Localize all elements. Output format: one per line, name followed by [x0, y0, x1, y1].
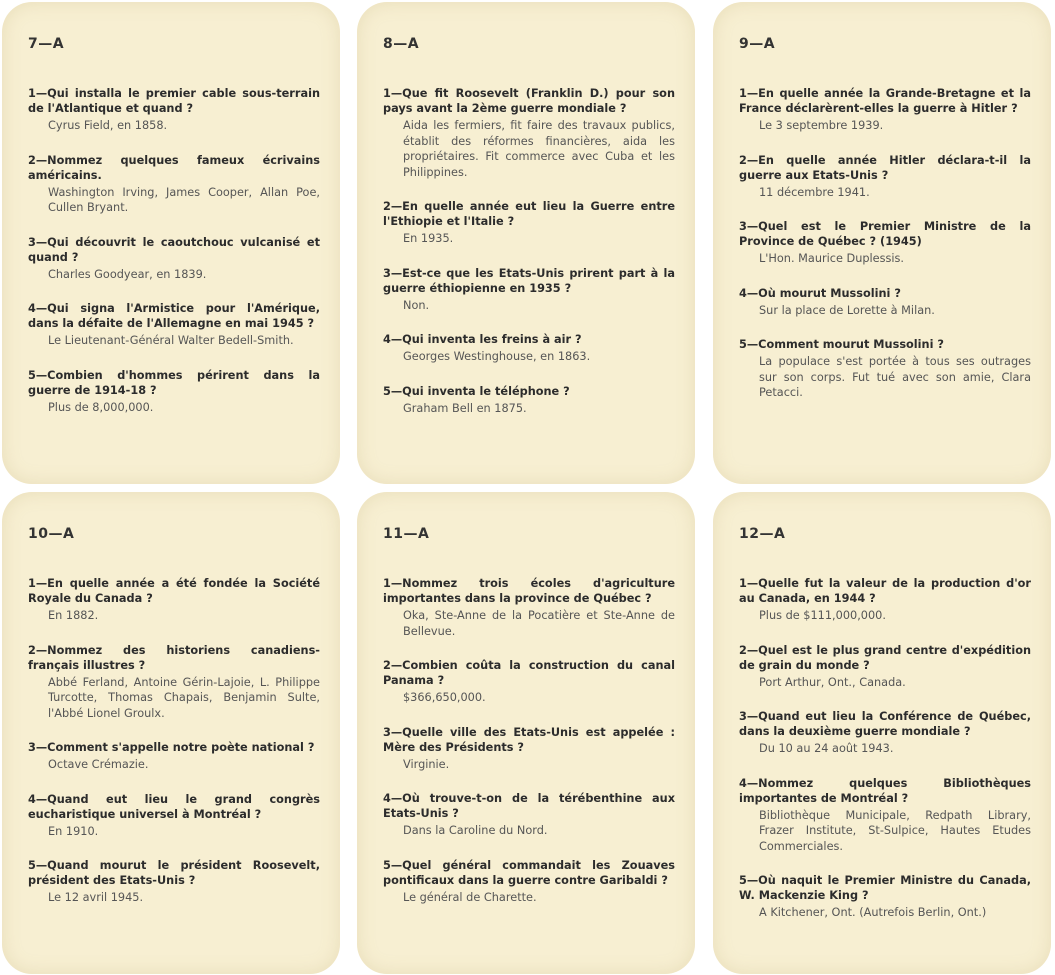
answer: Aida les fermiers, fit faire des travaux publics, établit des réformes financières, aida les propriétaires. Fit commerce avec Cuba et les Philippines.	[403, 119, 675, 179]
quiz-card-7a	[2, 2, 340, 484]
qa-item	[739, 643, 1031, 691]
qa-item	[28, 740, 320, 773]
qa-item	[28, 86, 320, 134]
answer: $366,650,000.	[403, 691, 486, 704]
qa-item	[383, 86, 675, 180]
question: 4—Qui signa l'Armistice pour l'Amérique, dans la défaite de l'Allemagne en mai 1945 ?	[28, 302, 320, 330]
question: 5—Quand mourut le président Roosevelt, président des Etats-Unis ?	[28, 859, 320, 887]
quiz-card-10a	[2, 492, 340, 974]
question: 5—Où naquit le Premier Ministre du Canada, W. Mackenzie King ?	[739, 874, 1031, 902]
answer: Port Arthur, Ont., Canada.	[759, 675, 906, 689]
question: 2—Nommez quelques fameux écrivains américains.	[28, 153, 320, 182]
qa-item	[383, 791, 675, 839]
qa-item	[383, 384, 675, 417]
card-number: 7—A	[28, 36, 65, 52]
question: 1—En quelle année a été fondée la Société Royale du Canada ?	[28, 577, 320, 605]
question: 3—Comment s'appelle notre poète national ?	[28, 741, 315, 754]
qa-item	[383, 576, 675, 639]
question: 5—Combien d'hommes périrent dans la guerre de 1914-18 ?	[28, 368, 320, 397]
question: 2—En quelle année Hitler déclara-t-il la guerre aux Etats-Unis ?	[739, 153, 1031, 182]
qa-item	[383, 332, 675, 365]
answer: Le 3 septembre 1939.	[759, 119, 884, 132]
qa-item	[28, 153, 320, 216]
answer: En 1910.	[48, 824, 99, 838]
qa-item	[383, 266, 675, 314]
question: 3—Quelle ville des Etats-Unis est appelée : Mère des Présidents ?	[383, 725, 675, 754]
answer: 11 décembre 1941.	[759, 185, 870, 199]
question: 1—Qui installa le premier cable sous-terrain de l'Atlantique et quand ?	[28, 87, 320, 115]
question: 2—Quel est le plus grand centre d'expédition de grain du monde ?	[739, 643, 1031, 672]
answer: Abbé Ferland, Antoine Gérin-Lajoie, L. Philippe Turcotte, Thomas Chapais, Benjamin Sulte, l'Abbé Lionel Groulx.	[48, 675, 320, 720]
card-number: 10—A	[28, 526, 75, 542]
answer: La populace s'est portée à tous ses outrages sur son corps. Fut tué avec son amie, Clara Petacci.	[759, 355, 1031, 399]
card-number: 8—A	[383, 36, 420, 52]
qa-item	[28, 235, 320, 283]
question: 4—Où trouve-t-on de la térébenthine aux Etats-Unis ?	[383, 792, 675, 820]
card-number: 11—A	[383, 526, 430, 542]
card-number: 12—A	[739, 526, 786, 542]
answer: Georges Westinghouse, en 1863.	[403, 350, 591, 363]
answer: Non.	[403, 298, 430, 312]
answer: En 1935.	[403, 232, 454, 245]
qa-item	[28, 858, 320, 906]
qa-item	[383, 199, 675, 247]
card-number: 9—A	[739, 36, 776, 52]
qa-item	[28, 792, 320, 840]
question: 2—Nommez des historiens canadiens-français illustres ?	[28, 643, 320, 672]
question: 4—Qui inventa les freins à air ?	[383, 333, 582, 346]
answer: En 1882.	[48, 609, 99, 622]
answer: Virginie.	[403, 757, 450, 771]
qa-item	[739, 776, 1031, 855]
question: 3—Quel est le Premier Ministre de la Province de Québec ? (1945)	[739, 220, 1031, 248]
question: 1—En quelle année la Grande-Bretagne et la France déclarèrent-elles la guerre à Hitler ?	[739, 87, 1031, 115]
qa-item	[28, 301, 320, 349]
qa-item	[383, 658, 675, 706]
question: 3—Quand eut lieu la Conférence de Québec, dans la deuxième guerre mondiale ?	[739, 710, 1031, 738]
question: 1—Quelle fut la valeur de la production d'or au Canada, en 1944 ?	[739, 577, 1031, 605]
qa-item	[739, 576, 1031, 624]
qa-item	[739, 219, 1031, 267]
question: 3—Qui découvrit le caoutchouc vulcanisé et quand ?	[28, 235, 320, 264]
qa-item	[28, 643, 320, 722]
answer: Le Lieutenant-Général Walter Bedell-Smith.	[48, 334, 294, 347]
answer: Octave Crémazie.	[48, 758, 149, 771]
answer: A Kitchener, Ont. (Autrefois Berlin, Ont.)	[759, 906, 987, 919]
question: 4—Où mourut Mussolini ?	[739, 286, 901, 300]
qa-item	[739, 873, 1031, 921]
answer: Plus de $111,000,000.	[759, 609, 886, 622]
question: 2—En quelle année eut lieu la Guerre entre l'Ethiopie et l'Italie ?	[383, 200, 675, 228]
quiz-card-8a	[357, 2, 695, 484]
answer: Bibliothèque Municipale, Redpath Library, Frazer Institute, St-Sulpice, Hautes Etudes Commerciales.	[759, 808, 1031, 853]
qa-item	[28, 368, 320, 416]
answer: Washington Irving, James Cooper, Allan Poe, Cullen Bryant.	[48, 185, 320, 214]
qa-item	[739, 286, 1031, 319]
qa-item	[28, 576, 320, 624]
answer: Cyrus Field, en 1858.	[48, 119, 168, 132]
answer: Du 10 au 24 août 1943.	[759, 742, 894, 755]
answer: L'Hon. Maurice Duplessis.	[759, 252, 905, 265]
answer: Sur la place de Lorette à Milan.	[759, 303, 935, 317]
qa-item	[739, 86, 1031, 134]
answer: Le général de Charette.	[403, 890, 537, 904]
answer: Oka, Ste-Anne de la Pocatière et Ste-Anne de Bellevue.	[403, 609, 675, 638]
answer: Charles Goodyear, en 1839.	[48, 267, 207, 281]
answer: Plus de 8,000,000.	[48, 400, 154, 414]
answer: Graham Bell en 1875.	[403, 401, 527, 415]
quiz-card-12a	[713, 492, 1051, 974]
qa-item	[383, 725, 675, 773]
question: 1—Que fit Roosevelt (Franklin D.) pour son pays avant la 2ème guerre mondiale ?	[383, 87, 675, 115]
question: 1—Nommez trois écoles d'agriculture importantes dans la province de Québec ?	[383, 577, 675, 605]
qa-item	[739, 337, 1031, 401]
question: 5—Qui inventa le téléphone ?	[383, 384, 570, 398]
qa-item	[383, 858, 675, 906]
answer: Dans la Caroline du Nord.	[403, 824, 548, 837]
question: 4—Quand eut lieu le grand congrès eucharistique universel à Montréal ?	[28, 792, 320, 821]
question: 3—Est-ce que les Etats-Unis prirent part à la guerre éthiopienne en 1935 ?	[383, 266, 675, 295]
qa-item	[739, 709, 1031, 757]
answer: Le 12 avril 1945.	[48, 891, 144, 904]
qa-item	[739, 153, 1031, 201]
question: 4—Nommez quelques Bibliothèques importantes de Montréal ?	[739, 776, 1031, 805]
question: 2—Combien coûta la construction du canal Panama ?	[383, 659, 675, 687]
quiz-card-9a	[713, 2, 1051, 484]
quiz-card-11a	[357, 492, 695, 974]
question: 5—Quel général commandait les Zouaves pontificaux dans la guerre contre Garibaldi ?	[383, 858, 675, 887]
question: 5—Comment mourut Mussolini ?	[739, 338, 944, 351]
